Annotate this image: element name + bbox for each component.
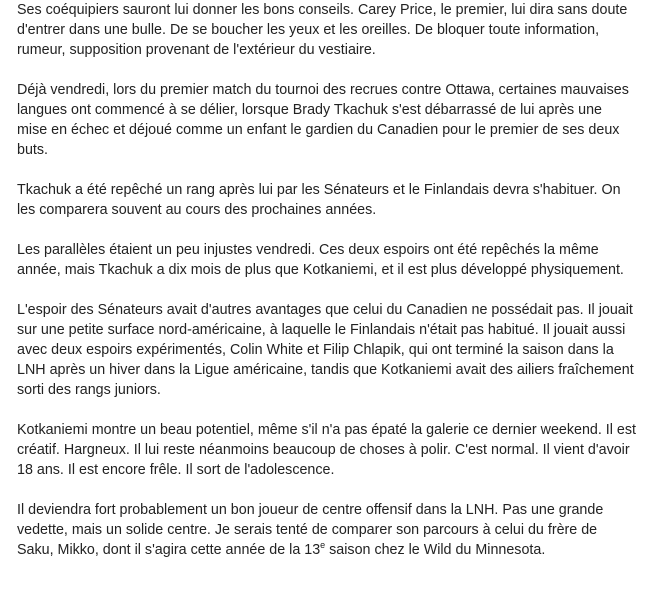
paragraph-4: Les parallèles étaient un peu injustes vendredi. Ces deux espoirs ont été repêchés la même année, mais Tkachuk a dix mois de plus que Kotkaniemi, et il est plus développé physiquement. <box>17 242 624 278</box>
ordinal-superscript: e <box>320 540 326 551</box>
paragraph-7-text-end: saison chez le Wild du Minnesota. <box>325 542 546 558</box>
paragraph-2: Déjà vendredi, lors du premier match du tournoi des recrues contre Ottawa, certaines mauvaises langues ont commencé à se délier, lorsque Brady Tkachuk s'est débarrassé de lui après une mise en échec et déjoué comme un enfant le gardien du Canadien pour le premier de ses deux buts. <box>17 82 629 158</box>
paragraph-5: L'espoir des Sénateurs avait d'autres avantages que celui du Canadien ne possédait pas. Il jouait sur une petite surface nord-américaine, à laquelle le Finlandais n'était pas habitué. Il jouait aussi avec deux espoirs expérimentés, Colin White et Filip Chlapik, qui ont terminé la saison dans la LNH après un hiver dans la Ligue américaine, tandis que Kotkaniemi avait des ailiers fraîchement sorti des rangs juniors. <box>17 302 634 398</box>
paragraph-3: Tkachuk a été repêché un rang après lui par les Sénateurs et le Finlandais devra s'habituer. On les comparera souvent au cours des prochaines années. <box>17 182 621 218</box>
paragraph-6: Kotkaniemi montre un beau potentiel, même s'il n'a pas épaté la galerie ce dernier weekend. Il est créatif. Hargneux. Il lui reste néanmoins beaucoup de choses à polir. C'est normal. Il vient d'avoir 18 ans. Il est encore frêle. Il sort de l'adolescence. <box>17 422 636 478</box>
paragraph-7-text: Il deviendra fort probablement un bon joueur de centre offensif dans la LNH. Pas une grande vedette, mais un solide centre. Je serais tenté de comparer son parcours à celui du frère de Saku, Mikko, dont il s'agira cette année de la 13 <box>17 502 604 558</box>
paragraph-1: Ses coéquipiers sauront lui donner les bons conseils. Carey Price, le premier, lui dira sans doute d'entrer dans une bulle. De se boucher les yeux et les oreilles. De bloquer toute information, rumeur, supposition provenant de l'extérieur du vestiaire. <box>17 2 628 58</box>
paragraph-7 <box>17 500 636 560</box>
